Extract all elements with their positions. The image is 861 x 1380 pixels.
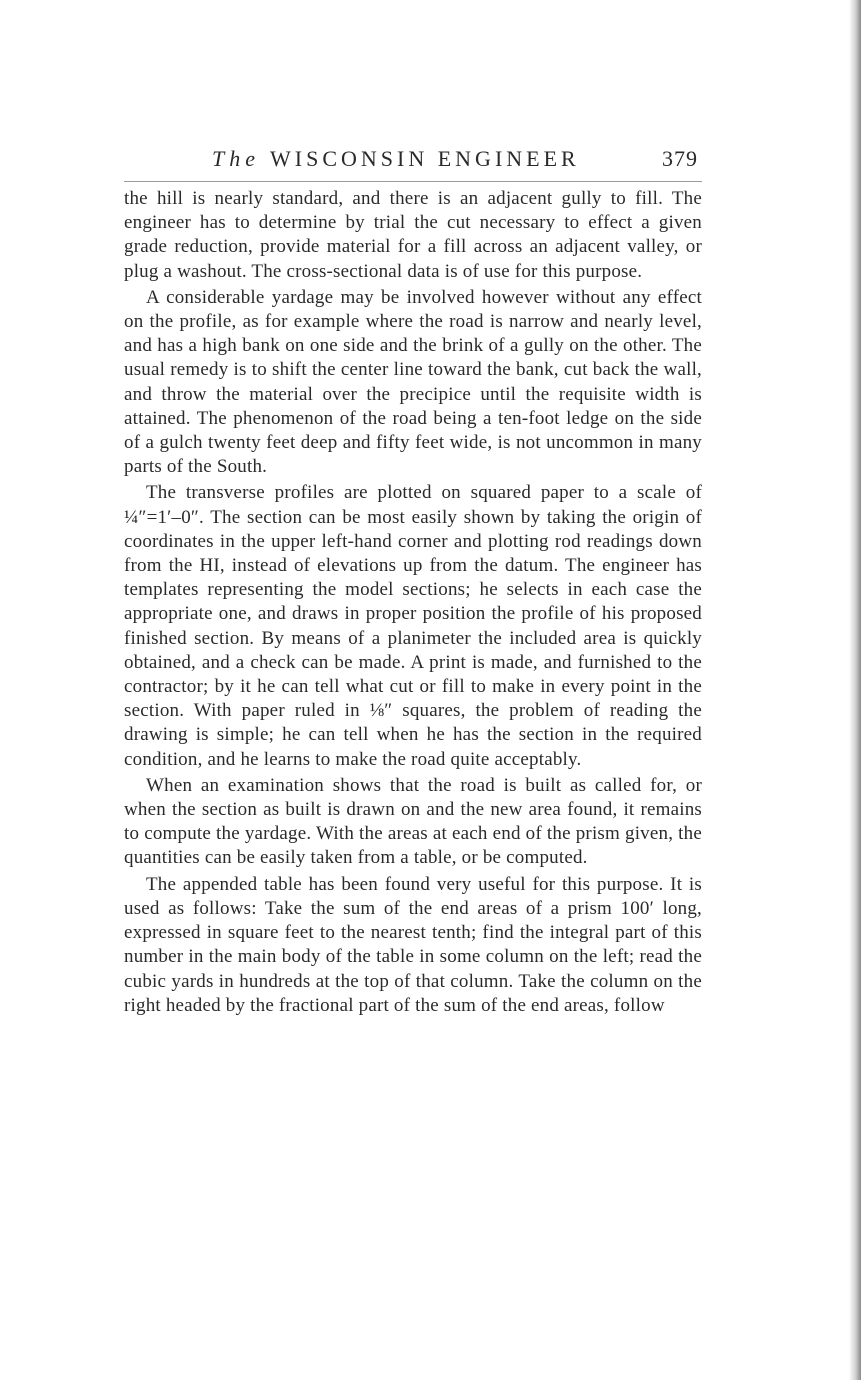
- paragraph-yardage: A considerable yardage may be involved however without any effect on the profile, as for example where the road is narrow and nearly level, and has a high bank on one side and the brink of a gully on the other. The usual remedy is to shift the center line toward the bank, cut back the wall, and throw the material over the precipice until the requisite width is attained. The phenomenon of the road being a ten-foot ledge on the side of a gulch twenty feet deep and fifty feet wide, is not uncommon in many parts of the South.: [124, 286, 702, 478]
- paragraph-appended-table: The appended table has been found very useful for this purpose. It is used as follows: Take the sum of the end areas of a prism 100′ long, expressed in square feet to the nearest tenth; find the integral part of this number in the main body of the table in some column on the left; read the cubic yards in hundreds at the top of that column. Take the column on the right headed by the fractional part of the sum of the end areas, follow: [124, 873, 702, 1016]
- paragraph-continued: the hill is nearly standard, and there is an adjacent gully to fill. The engineer has to determine by trial the cut necessary to effect a given grade reduction, provide material for a fill across an adjacent valley, or plug a washout. The cross-sectional data is of use for this purpose.: [124, 188, 702, 282]
- article-body: [124, 187, 702, 1018]
- journal-title-name: WISCONSIN ENGINEER: [270, 146, 580, 171]
- journal-title-article: The: [212, 146, 260, 171]
- running-header: [124, 146, 702, 176]
- header-rule: [124, 181, 702, 182]
- journal-title: [212, 146, 580, 172]
- page-edge-shadow: [849, 0, 861, 1380]
- paragraph-examination: When an examination shows that the road is built as called for, or when the section as built is drawn on and the new area found, it remains to compute the yardage. With the areas at each end of the prism given, the quantities can be easily taken from a table, or be computed.: [124, 774, 702, 869]
- page-number: 379: [662, 146, 698, 171]
- paragraph-transverse-profiles: The transverse profiles are plotted on squared paper to a scale of ¼″=1′–0″. The section can be most easily shown by taking the origin of coordinates in the upper left-hand corner and plotting rod readings down from the HI, instead of elevations up from the datum. The engineer has templates representing the model sections; he selects in each case the appropriate one, and draws in proper position the profile of his proposed finished section. By means of a planimeter the included area is quickly obtained, and a check can be made. A print is made, and furnished to the contractor; by it he can tell what cut or fill to make in every point in the section. With paper ruled in ⅛″ squares, the problem of reading the drawing is simple; he can tell when he has the section in the required condition, and he learns to make the road quite acceptably.: [124, 482, 702, 770]
